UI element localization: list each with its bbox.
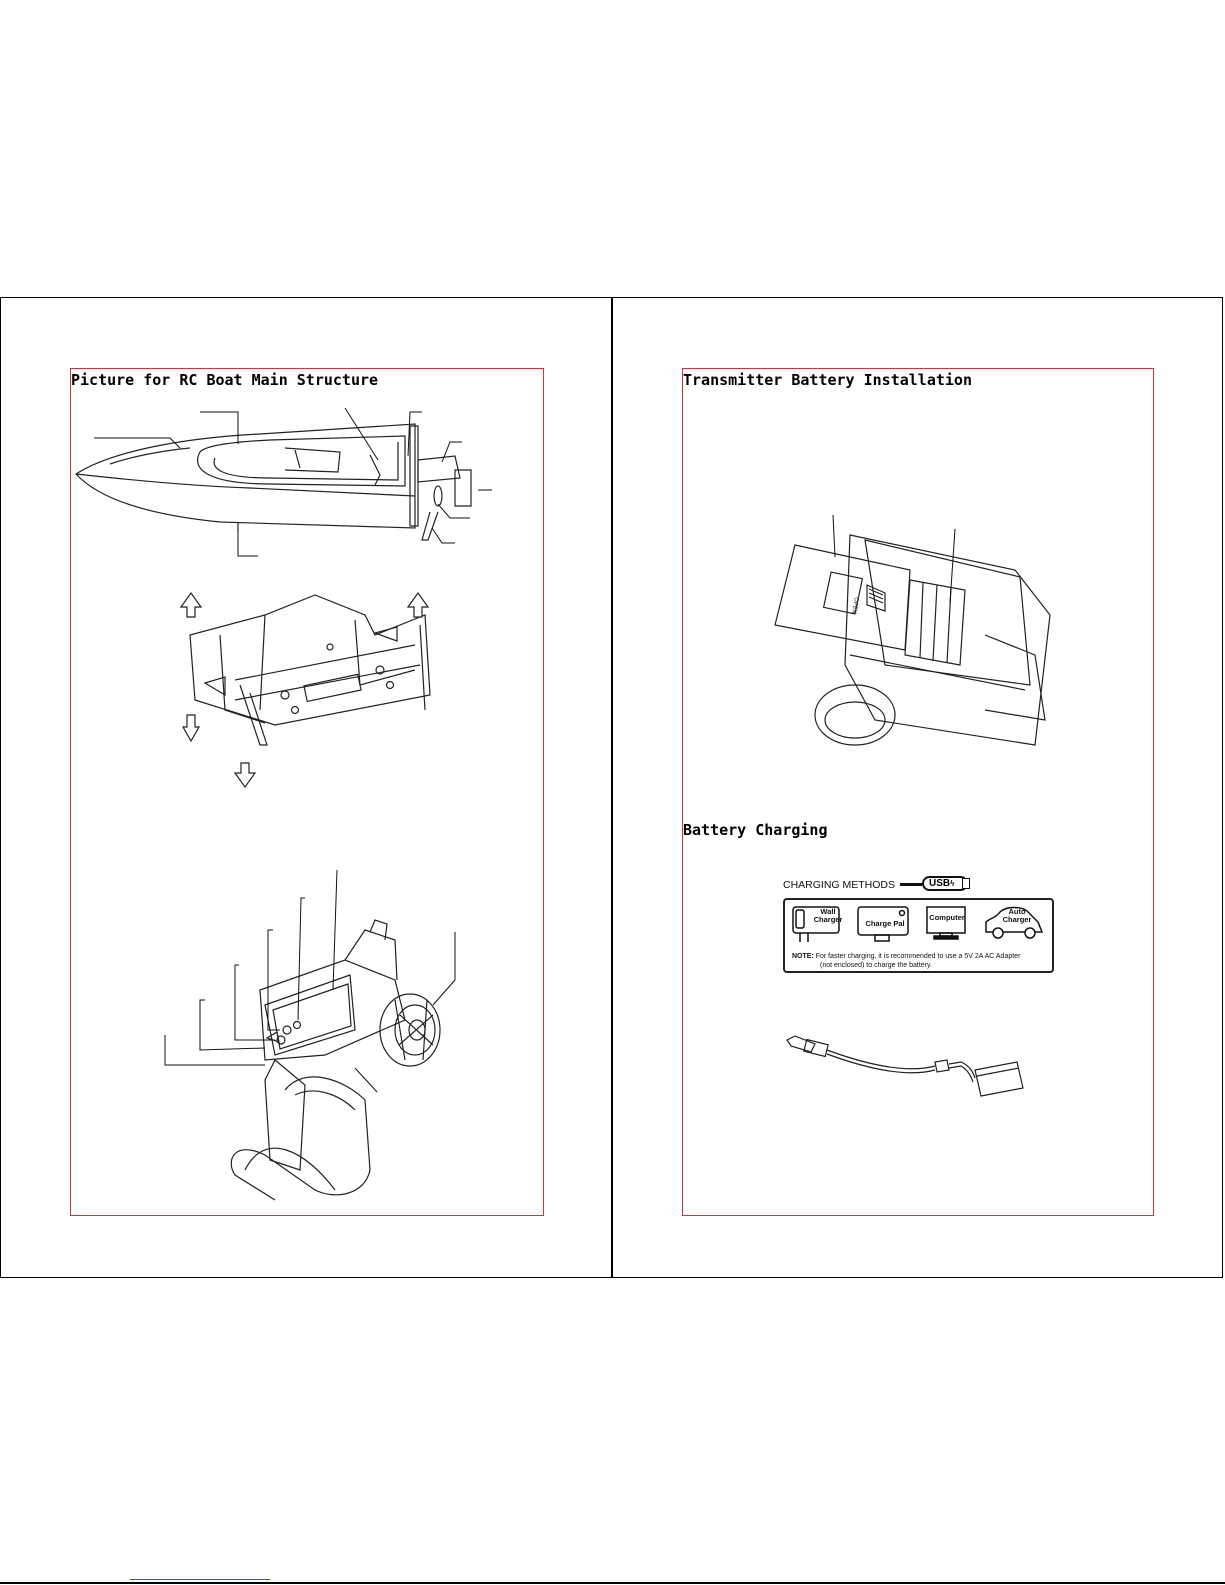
charging-note-label: NOTE: — [792, 953, 814, 960]
boat-stand-illustration — [165, 585, 445, 795]
link-underline — [130, 1579, 270, 1580]
battery-cover-open-text: OPEN — [850, 596, 860, 615]
method-wall-charger: Wall Charger — [813, 907, 843, 924]
bottom-rule — [0, 1582, 1225, 1584]
charging-note — [792, 952, 1020, 970]
transmitter-illustration — [165, 870, 465, 1210]
page-divider — [611, 297, 613, 1278]
method-computer: Computer — [929, 913, 965, 922]
usb-charging-cable-illustration — [785, 1030, 1045, 1100]
usb-cable-icon — [900, 883, 922, 886]
charging-note-line1: For faster charging, it is recommended to use a 5V 2A AC Adapter — [815, 953, 1021, 960]
charging-methods-title: CHARGING METHODS — [783, 879, 896, 891]
transmitter-battery-heading: Transmitter Battery Installation — [683, 371, 972, 389]
usb-icon: USBϟ — [922, 876, 968, 891]
battery-charging-heading: Battery Charging — [683, 821, 828, 839]
boat-structure-heading: Picture for RC Boat Main Structure — [71, 371, 379, 389]
charging-note-line2: (not enclosed) to charge the battery. — [820, 962, 932, 969]
method-auto-charger: Auto Charger — [1002, 907, 1032, 924]
transmitter-battery-illustration — [755, 515, 1075, 755]
usb-plug-icon — [962, 878, 970, 889]
method-charge-pal: Charge Pal — [865, 919, 905, 928]
boat-illustration — [70, 400, 510, 565]
